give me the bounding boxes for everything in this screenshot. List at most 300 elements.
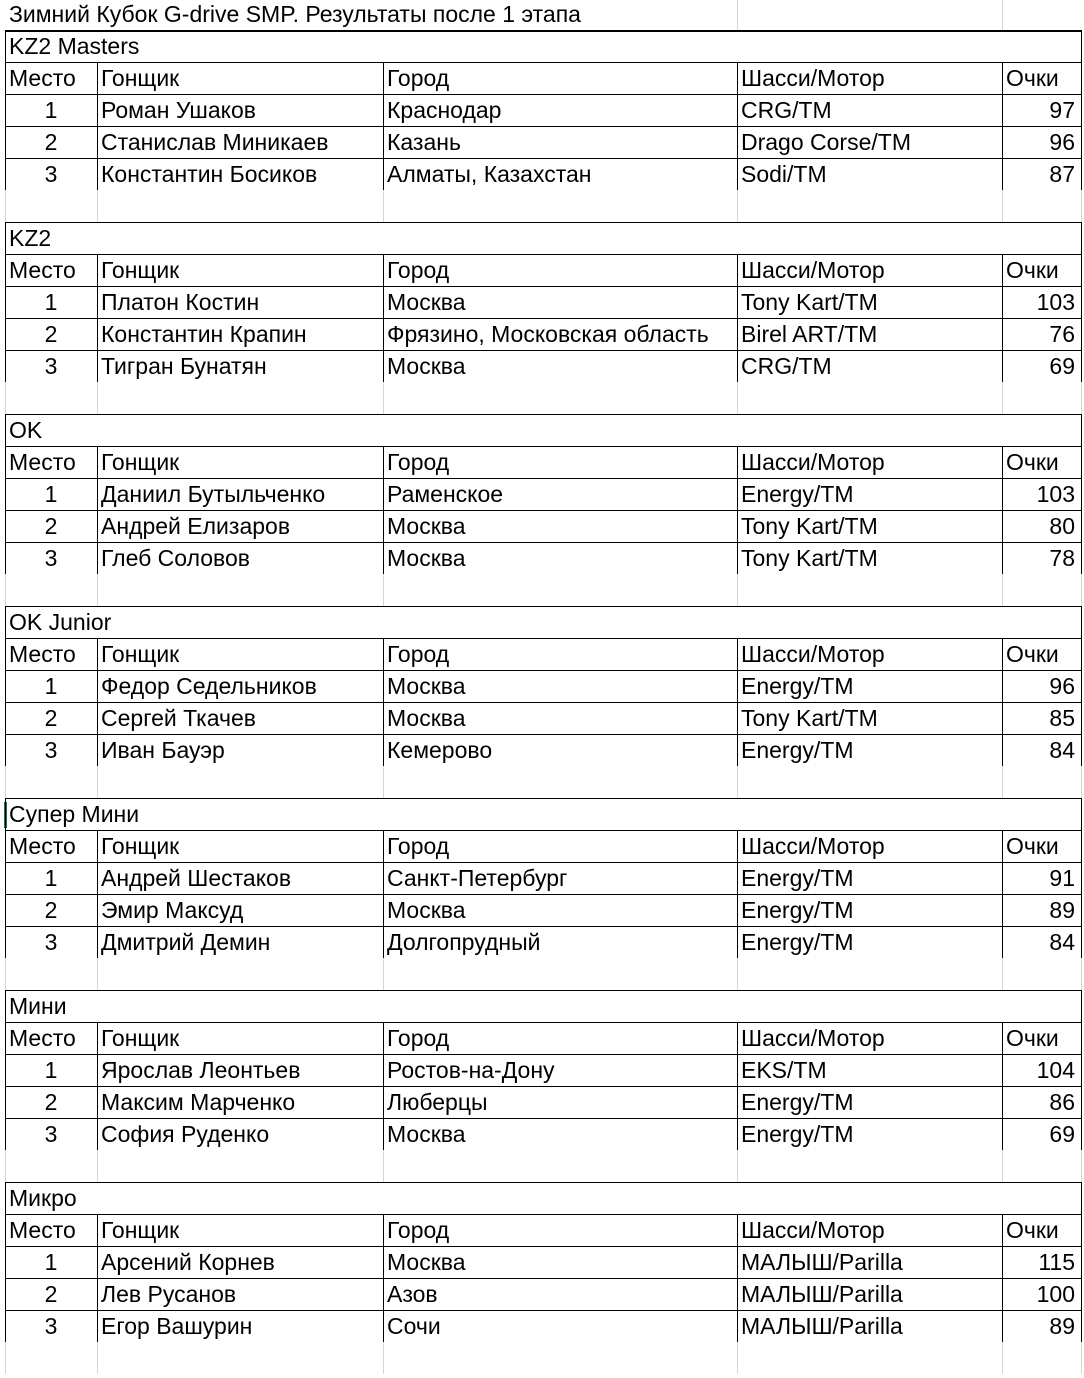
- cell-border: [5, 574, 6, 606]
- cell-driver[interactable]: Глеб Соловов: [101, 545, 251, 571]
- header-city[interactable]: Город: [387, 257, 450, 283]
- cell-chassis[interactable]: Energy/TM: [741, 737, 854, 763]
- cell-border: [1081, 574, 1082, 606]
- section-title-row: [0, 990, 1084, 1022]
- cell-border: [97, 958, 98, 990]
- header-points[interactable]: Очки: [1006, 833, 1059, 859]
- header-place[interactable]: Место: [9, 641, 76, 667]
- cell-driver[interactable]: Эмир Максуд: [101, 897, 244, 923]
- header-city[interactable]: Город: [387, 1217, 450, 1243]
- cell-border: [737, 638, 738, 767]
- table-row: [0, 926, 1084, 958]
- cell-border: [5, 1182, 6, 1343]
- header-chassis[interactable]: Шасси/Мотор: [741, 833, 885, 859]
- cell-points[interactable]: 78: [1049, 545, 1075, 571]
- header-driver[interactable]: Гонщик: [101, 1217, 180, 1243]
- cell-border: [5, 766, 6, 798]
- table-row: [0, 670, 1084, 702]
- cell-place[interactable]: 3: [44, 161, 58, 187]
- cell-chassis[interactable]: МАЛЫШ/Parilla: [741, 1281, 903, 1307]
- section-title-row: [0, 30, 1084, 62]
- section-title[interactable]: OK: [9, 417, 43, 443]
- cell-border: [383, 190, 384, 222]
- cell-driver[interactable]: Андрей Елизаров: [101, 513, 291, 539]
- cell-border: [5, 1246, 1081, 1247]
- cell-border: [1081, 798, 1082, 959]
- cell-place[interactable]: 1: [44, 97, 58, 123]
- cell-border: [1002, 1342, 1003, 1374]
- header-chassis[interactable]: Шасси/Мотор: [741, 65, 885, 91]
- cell-place[interactable]: 1: [44, 673, 58, 699]
- cell-chassis[interactable]: Tony Kart/TM: [741, 545, 878, 571]
- header-row: [0, 638, 1084, 670]
- header-place[interactable]: Место: [9, 449, 76, 475]
- cell-place[interactable]: 2: [44, 897, 58, 923]
- cell-border: [5, 254, 1081, 255]
- table-row: [0, 350, 1084, 382]
- cell-points[interactable]: 85: [1049, 705, 1075, 731]
- table-row: [0, 862, 1084, 894]
- cell-border: [5, 990, 1081, 991]
- cell-border: [5, 606, 6, 767]
- cell-border: [1002, 574, 1003, 606]
- cell-city[interactable]: Москва: [387, 897, 466, 923]
- cell-city[interactable]: Кемерово: [387, 737, 493, 763]
- cell-driver[interactable]: Константин Босиков: [101, 161, 318, 187]
- section-title[interactable]: Микро: [9, 1185, 77, 1211]
- header-place[interactable]: Место: [9, 1217, 76, 1243]
- cell-border: [5, 286, 1081, 287]
- cell-city[interactable]: Раменское: [387, 481, 504, 507]
- cell-chassis[interactable]: Energy/TM: [741, 1121, 854, 1147]
- header-chassis[interactable]: Шасси/Мотор: [741, 1217, 885, 1243]
- cell-border: [5, 30, 1081, 32]
- cell-points[interactable]: 69: [1049, 353, 1075, 379]
- cell-city[interactable]: Москва: [387, 673, 466, 699]
- cell-driver[interactable]: Ярослав Леонтьев: [101, 1057, 301, 1083]
- cell-border: [1002, 1214, 1003, 1343]
- cell-place[interactable]: 3: [44, 1121, 58, 1147]
- cell-border: [5, 478, 1081, 479]
- cell-city[interactable]: Москва: [387, 513, 466, 539]
- cell-place[interactable]: 1: [44, 481, 58, 507]
- cell-border: [383, 62, 384, 191]
- cell-chassis[interactable]: Tony Kart/TM: [741, 513, 878, 539]
- cell-border: [97, 446, 98, 575]
- cell-place[interactable]: 1: [44, 865, 58, 891]
- cell-border: [5, 414, 6, 575]
- cell-border: [97, 1150, 98, 1182]
- header-city[interactable]: Город: [387, 449, 450, 475]
- cell-border: [5, 94, 1081, 95]
- cell-border: [1081, 382, 1082, 414]
- cell-driver[interactable]: Константин Крапин: [101, 321, 307, 347]
- empty-row: [0, 766, 1084, 798]
- cell-chassis[interactable]: Energy/TM: [741, 1089, 854, 1115]
- cell-chassis[interactable]: Tony Kart/TM: [741, 705, 878, 731]
- table-row: [0, 510, 1084, 542]
- cell-border: [97, 766, 98, 798]
- header-place[interactable]: Место: [9, 833, 76, 859]
- cell-chassis[interactable]: CRG/TM: [741, 353, 832, 379]
- cell-points[interactable]: 69: [1049, 1121, 1075, 1147]
- cell-border: [737, 190, 738, 222]
- cell-driver[interactable]: Сергей Ткачев: [101, 705, 256, 731]
- cell-place[interactable]: 2: [44, 1281, 58, 1307]
- header-driver[interactable]: Гонщик: [101, 257, 180, 283]
- cell-place[interactable]: 3: [44, 545, 58, 571]
- cell-border: [97, 62, 98, 191]
- cell-chassis[interactable]: Energy/TM: [741, 673, 854, 699]
- cell-points[interactable]: 76: [1049, 321, 1075, 347]
- cell-border: [97, 190, 98, 222]
- cell-city[interactable]: Азов: [387, 1281, 438, 1307]
- cell-driver[interactable]: Арсений Корнев: [101, 1249, 275, 1275]
- cell-border: [5, 990, 6, 1151]
- cell-driver[interactable]: Платон Костин: [101, 289, 260, 315]
- header-row: [0, 1022, 1084, 1054]
- cell-border: [5, 446, 1081, 447]
- cell-border: [97, 254, 98, 383]
- sheet-title[interactable]: Зимний Кубок G-drive SMP. Результаты после 1 этапа: [9, 1, 581, 27]
- section-title-row: [0, 798, 1084, 830]
- cell-city[interactable]: Краснодар: [387, 97, 502, 123]
- cell-border: [5, 30, 6, 191]
- table-row: [0, 318, 1084, 350]
- header-city[interactable]: Город: [387, 833, 450, 859]
- section-title[interactable]: OK Junior: [9, 609, 112, 635]
- cell-border: [5, 926, 1081, 927]
- cell-chassis[interactable]: Energy/TM: [741, 865, 854, 891]
- header-row: [0, 1214, 1084, 1246]
- cell-border: [5, 702, 1081, 703]
- cell-place[interactable]: 1: [44, 1057, 58, 1083]
- cell-border: [5, 830, 1081, 831]
- cell-city[interactable]: Москва: [387, 289, 466, 315]
- cell-border: [1002, 0, 1003, 30]
- empty-row: [0, 190, 1084, 222]
- cell-border: [1081, 414, 1082, 575]
- section-title-row: [0, 414, 1084, 446]
- section-title-row: [0, 606, 1084, 638]
- header-city[interactable]: Город: [387, 1025, 450, 1051]
- cell-border: [737, 1214, 738, 1343]
- section-title[interactable]: KZ2: [9, 225, 52, 251]
- cell-points[interactable]: 80: [1049, 513, 1075, 539]
- header-chassis[interactable]: Шасси/Мотор: [741, 1025, 885, 1051]
- cell-city[interactable]: Ростов-на-Дону: [387, 1057, 555, 1083]
- cell-city[interactable]: Сочи: [387, 1313, 441, 1339]
- cell-chassis[interactable]: Tony Kart/TM: [741, 289, 878, 315]
- cell-border: [5, 1022, 1081, 1023]
- cell-driver[interactable]: Лев Русанов: [101, 1281, 237, 1307]
- cell-place[interactable]: 3: [44, 1313, 58, 1339]
- table-row: [0, 1118, 1084, 1150]
- cell-points[interactable]: 103: [1036, 289, 1075, 315]
- header-city[interactable]: Город: [387, 65, 450, 91]
- header-row: [0, 254, 1084, 286]
- cell-place[interactable]: 2: [44, 321, 58, 347]
- cell-border: [737, 574, 738, 606]
- cell-border: [383, 1150, 384, 1182]
- cell-border: [5, 542, 1081, 543]
- cell-border: [737, 1342, 738, 1374]
- header-points[interactable]: Очки: [1006, 1025, 1059, 1051]
- cell-city[interactable]: Казань: [387, 129, 461, 155]
- cell-border: [737, 0, 738, 30]
- cell-driver[interactable]: Дмитрий Демин: [101, 929, 271, 955]
- header-points[interactable]: Очки: [1006, 1217, 1059, 1243]
- cell-chassis[interactable]: CRG/TM: [741, 97, 832, 123]
- cell-border: [383, 766, 384, 798]
- cell-border: [5, 1310, 1081, 1311]
- cell-border: [737, 958, 738, 990]
- cell-border: [97, 638, 98, 767]
- cell-border: [1002, 830, 1003, 959]
- cell-chassis[interactable]: МАЛЫШ/Parilla: [741, 1313, 903, 1339]
- table-row: [0, 1310, 1084, 1342]
- cell-points[interactable]: 96: [1049, 673, 1075, 699]
- cell-driver[interactable]: Иван Бауэр: [101, 737, 225, 763]
- cell-border: [737, 830, 738, 959]
- cell-points[interactable]: 91: [1049, 865, 1075, 891]
- cell-border: [1002, 254, 1003, 383]
- cell-border: [1002, 446, 1003, 575]
- cell-border: [5, 1278, 1081, 1279]
- cell-place[interactable]: 3: [44, 353, 58, 379]
- cell-place[interactable]: 2: [44, 513, 58, 539]
- cell-place[interactable]: 3: [44, 737, 58, 763]
- cell-place[interactable]: 3: [44, 929, 58, 955]
- cell-border: [1081, 606, 1082, 767]
- cell-border: [5, 318, 1081, 319]
- cell-border: [1081, 1150, 1082, 1182]
- header-driver[interactable]: Гонщик: [101, 1025, 180, 1051]
- cell-border: [1081, 1182, 1082, 1343]
- cell-border: [5, 958, 6, 990]
- cell-border: [1002, 382, 1003, 414]
- cell-points[interactable]: 100: [1036, 1281, 1075, 1307]
- cell-city[interactable]: Алматы, Казахстан: [387, 161, 592, 187]
- section-title-row: [0, 1182, 1084, 1214]
- cell-border: [737, 1022, 738, 1151]
- cell-border: [97, 382, 98, 414]
- cell-city[interactable]: Москва: [387, 705, 466, 731]
- empty-row: [0, 382, 1084, 414]
- header-driver[interactable]: Гонщик: [101, 833, 180, 859]
- cell-border: [5, 606, 1081, 607]
- header-driver[interactable]: Гонщик: [101, 65, 180, 91]
- cell-points[interactable]: 89: [1049, 897, 1075, 923]
- header-chassis[interactable]: Шасси/Мотор: [741, 449, 885, 475]
- cell-city[interactable]: Долгопрудный: [387, 929, 541, 955]
- cell-border: [1002, 190, 1003, 222]
- cell-points[interactable]: 96: [1049, 129, 1075, 155]
- cell-place[interactable]: 2: [44, 1089, 58, 1115]
- cell-border: [5, 862, 1081, 863]
- cell-points[interactable]: 86: [1049, 1089, 1075, 1115]
- cell-driver[interactable]: Даниил Бутыльченко: [101, 481, 326, 507]
- cell-border: [5, 1086, 1081, 1087]
- table-row: [0, 1054, 1084, 1086]
- cell-border: [5, 190, 6, 222]
- cell-city[interactable]: Москва: [387, 1121, 466, 1147]
- cell-border: [1081, 766, 1082, 798]
- cell-border: [1002, 1150, 1003, 1182]
- cell-border: [5, 1054, 1081, 1055]
- cell-border: [383, 1022, 384, 1151]
- cell-border: [383, 1214, 384, 1343]
- cell-border: [5, 1214, 1081, 1215]
- cell-place[interactable]: 1: [44, 289, 58, 315]
- cell-border: [5, 222, 6, 383]
- title-row: [0, 0, 1084, 30]
- cell-chassis[interactable]: Birel ART/TM: [741, 321, 878, 347]
- cell-border: [5, 158, 1081, 159]
- header-points[interactable]: Очки: [1006, 65, 1059, 91]
- empty-row: [0, 958, 1084, 990]
- header-city[interactable]: Город: [387, 641, 450, 667]
- cell-city[interactable]: Санкт-Петербург: [387, 865, 568, 891]
- cell-chassis[interactable]: Sodi/TM: [741, 161, 827, 187]
- cell-border: [1081, 1342, 1082, 1374]
- cell-border: [383, 382, 384, 414]
- cell-chassis[interactable]: МАЛЫШ/Parilla: [741, 1249, 903, 1275]
- cell-border: [97, 1342, 98, 1374]
- cell-points[interactable]: 103: [1036, 481, 1075, 507]
- cell-border: [5, 670, 1081, 671]
- cell-points[interactable]: 87: [1049, 161, 1075, 187]
- table-row: [0, 478, 1084, 510]
- cell-place[interactable]: 2: [44, 129, 58, 155]
- cell-points[interactable]: 89: [1049, 1313, 1075, 1339]
- table-row: [0, 1246, 1084, 1278]
- cell-driver[interactable]: Федор Седельников: [101, 673, 317, 699]
- cell-border: [737, 1150, 738, 1182]
- cell-border: [383, 830, 384, 959]
- header-points[interactable]: Очки: [1006, 641, 1059, 667]
- table-row: [0, 702, 1084, 734]
- cell-border: [5, 734, 1081, 735]
- cell-points[interactable]: 97: [1049, 97, 1075, 123]
- cell-border: [5, 62, 1081, 63]
- cell-border: [97, 1022, 98, 1151]
- cell-place[interactable]: 2: [44, 705, 58, 731]
- cell-border: [97, 1214, 98, 1343]
- header-points[interactable]: Очки: [1006, 257, 1059, 283]
- cell-points[interactable]: 115: [1038, 1249, 1075, 1275]
- cell-border: [5, 350, 1081, 351]
- cell-city[interactable]: Фрязино, Московская область: [387, 321, 709, 347]
- table-row: [0, 126, 1084, 158]
- header-driver[interactable]: Гонщик: [101, 641, 180, 667]
- cell-city[interactable]: Москва: [387, 1249, 466, 1275]
- cell-driver[interactable]: Андрей Шестаков: [101, 865, 292, 891]
- cell-border: [5, 638, 1081, 639]
- cell-border: [383, 446, 384, 575]
- cell-border: [5, 1150, 6, 1182]
- cell-border: [1081, 958, 1082, 990]
- cell-driver[interactable]: Максим Марченко: [101, 1089, 296, 1115]
- cell-points[interactable]: 84: [1049, 929, 1075, 955]
- cell-points[interactable]: 104: [1036, 1057, 1075, 1083]
- header-row: [0, 446, 1084, 478]
- header-place[interactable]: Место: [9, 1025, 76, 1051]
- empty-row: [0, 1342, 1084, 1374]
- table-row: [0, 1278, 1084, 1310]
- cell-border: [383, 1342, 384, 1374]
- cell-border: [5, 126, 1081, 127]
- table-row: [0, 158, 1084, 190]
- cell-city[interactable]: Люберцы: [387, 1089, 488, 1115]
- cell-points[interactable]: 84: [1049, 737, 1075, 763]
- table-row: [0, 734, 1084, 766]
- cell-chassis[interactable]: EKS/TM: [741, 1057, 827, 1083]
- header-place[interactable]: Место: [9, 65, 76, 91]
- cell-driver[interactable]: Егор Вашурин: [101, 1313, 253, 1339]
- section-title[interactable]: KZ2 Masters: [9, 33, 140, 59]
- cell-border: [5, 222, 1081, 223]
- table-row: [0, 542, 1084, 574]
- cell-driver[interactable]: Тигран Бунатян: [101, 353, 267, 379]
- cell-chassis[interactable]: Energy/TM: [741, 897, 854, 923]
- cell-driver[interactable]: Роман Ушаков: [101, 97, 256, 123]
- section-title-row: [0, 222, 1084, 254]
- cell-border: [97, 830, 98, 959]
- header-points[interactable]: Очки: [1006, 449, 1059, 475]
- cell-chassis[interactable]: Energy/TM: [741, 481, 854, 507]
- empty-row: [0, 574, 1084, 606]
- cell-driver[interactable]: Станислав Миникаев: [101, 129, 329, 155]
- cell-border: [1081, 190, 1082, 222]
- cell-border: [97, 574, 98, 606]
- cell-border: [737, 766, 738, 798]
- section-title[interactable]: Супер Мини: [9, 801, 140, 827]
- cell-chassis[interactable]: Drago Corse/TM: [741, 129, 911, 155]
- cell-place[interactable]: 1: [44, 1249, 58, 1275]
- table-row: [0, 286, 1084, 318]
- cell-border: [1002, 638, 1003, 767]
- cell-border: [1081, 30, 1082, 191]
- cell-driver[interactable]: София Руденко: [101, 1121, 270, 1147]
- header-chassis[interactable]: Шасси/Мотор: [741, 641, 885, 667]
- cell-border: [5, 1182, 1081, 1183]
- header-driver[interactable]: Гонщик: [101, 449, 180, 475]
- cell-border: [737, 382, 738, 414]
- cell-city[interactable]: Москва: [387, 545, 466, 571]
- cell-border: [5, 894, 1081, 895]
- table-row: [0, 1086, 1084, 1118]
- cell-border: [1002, 62, 1003, 191]
- header-place[interactable]: Место: [9, 257, 76, 283]
- header-chassis[interactable]: Шасси/Мотор: [741, 257, 885, 283]
- cell-border: [5, 510, 1081, 511]
- cell-border: [737, 254, 738, 383]
- cell-chassis[interactable]: Energy/TM: [741, 929, 854, 955]
- cell-border: [1002, 766, 1003, 798]
- cell-border: [5, 414, 1081, 415]
- section-title[interactable]: Мини: [9, 993, 67, 1019]
- cell-border: [1002, 958, 1003, 990]
- empty-row: [0, 1150, 1084, 1182]
- header-row: [0, 830, 1084, 862]
- table-row: [0, 94, 1084, 126]
- cell-border: [1081, 990, 1082, 1151]
- cell-border: [737, 446, 738, 575]
- header-row: [0, 62, 1084, 94]
- cell-city[interactable]: Москва: [387, 353, 466, 379]
- cell-border: [5, 382, 6, 414]
